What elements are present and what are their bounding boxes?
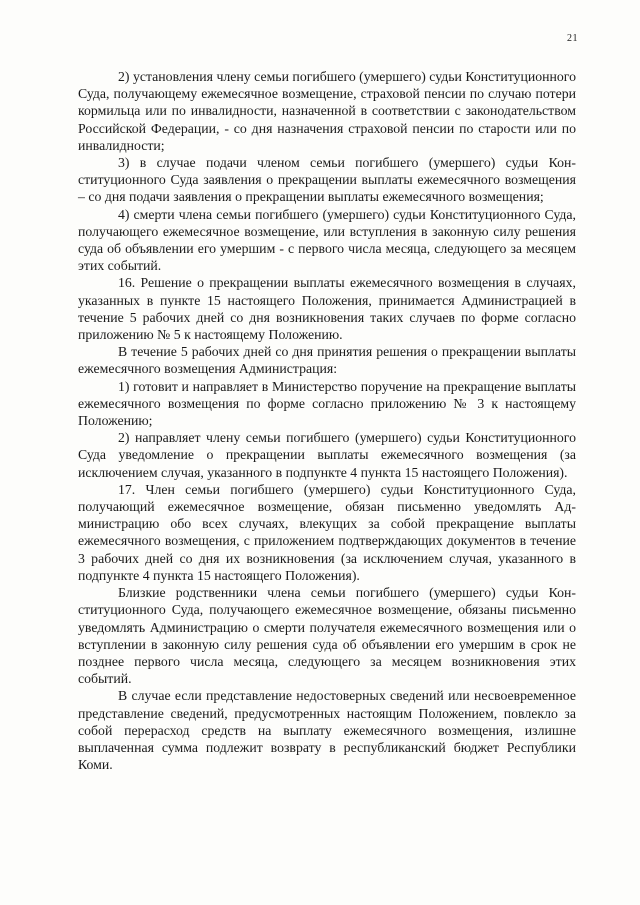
paragraph-4-death: 4) смерти члена семьи погибшего (умершего) судьи Конституционного Суда, получающего ежемесячное возмещение, или вступления в законную силу решения суда об объявлении его умершим - с первого числа месяца, следующего за месяцем этих событий.	[78, 206, 576, 274]
paragraph-17-obligation: 17. Член семьи погибшего (умершего) судьи Конституционного Суда, получающий ежемесячное возмещение, обязан письменно уведомлять Администрацию обо всех случаях, влекущих за собой прекращение выплаты ежемесячного возмещения, с приложением подтверждающих документов в течение 3 рабочих дней со дня их возникновения (за исключением случая, указанного в подпункте 4 пункта 15 настоящего Положения).	[78, 481, 576, 583]
paragraph-16-decision: 16. Решение о прекращении выплаты ежемесячного возмещения в случаях, указанных в пункте 15 настоящего Положения, принимается Администрацией в течение 5 рабочих дней со дня возникновения таких случаев по форме согласно приложению № 5 к настоящему Положению.	[78, 275, 576, 343]
paragraph-3-application: 3) в случае подачи членом семьи погибшего (умершего) судьи Конституционного Суда заявления о прекращении выплаты ежемесячного возмещения – со дня подачи заявления о прекращении выплаты ежемесячного возмещения;	[78, 155, 576, 205]
page-number: 21	[567, 33, 578, 44]
paragraph-1-prepare-order: 1) готовит и направляет в Министерство поручение на прекращение выплаты ежемесячного возмещения по форме согласно приложению № 3 к настоящему Положению;	[78, 378, 576, 429]
document-body	[78, 68, 576, 773]
paragraph-within-5-days: В течение 5 рабочих дней со дня принятия решения о прекращении выплаты ежемесячного возмещения Администрация:	[78, 344, 576, 377]
paragraph-2-send-notice: 2) направляет члену семьи погибшего (умершего) судьи Конституционного Суда уведомление о прекращении выплаты ежемесячного возмещения (за исключением случая, указанного в подпункте 4 пункта 15 настоящего Положения).	[78, 430, 576, 480]
paragraph-overpayment: В случае если представление недостоверных сведений или несвоевременное представление сведений, предусмотренных настоящим Положением, повлекло за собой перерасход средств на выплату ежемесячного возмещения, излишне выплаченная сумма подлежит возврату в республиканский бюджет Республики Коми.	[78, 688, 576, 773]
paragraph-relatives: Близкие родственники члена семьи погибшего (умершего) судьи Конституционного Суда, получающего ежемесячное возмещение, обязаны письменно уведомлять Администрацию о смерти получателя ежемесячного возмещения или о вступлении в законную силу решения суда об объявлении его умершим в срок не позднее первого числа месяца, следующего за месяцем возникновения этих событий.	[78, 585, 576, 687]
paragraph-2-pension: 2) установления члену семьи погибшего (умершего) судьи Конституционного Суда, получающему ежемесячное возмещение, страховой пенсии по случаю потери кормильца или по инвалидности, назначенной в соответствии с законодательством Российской Федерации, - со дня назначения страховой пенсии по старости или по инвалидности;	[78, 69, 576, 153]
